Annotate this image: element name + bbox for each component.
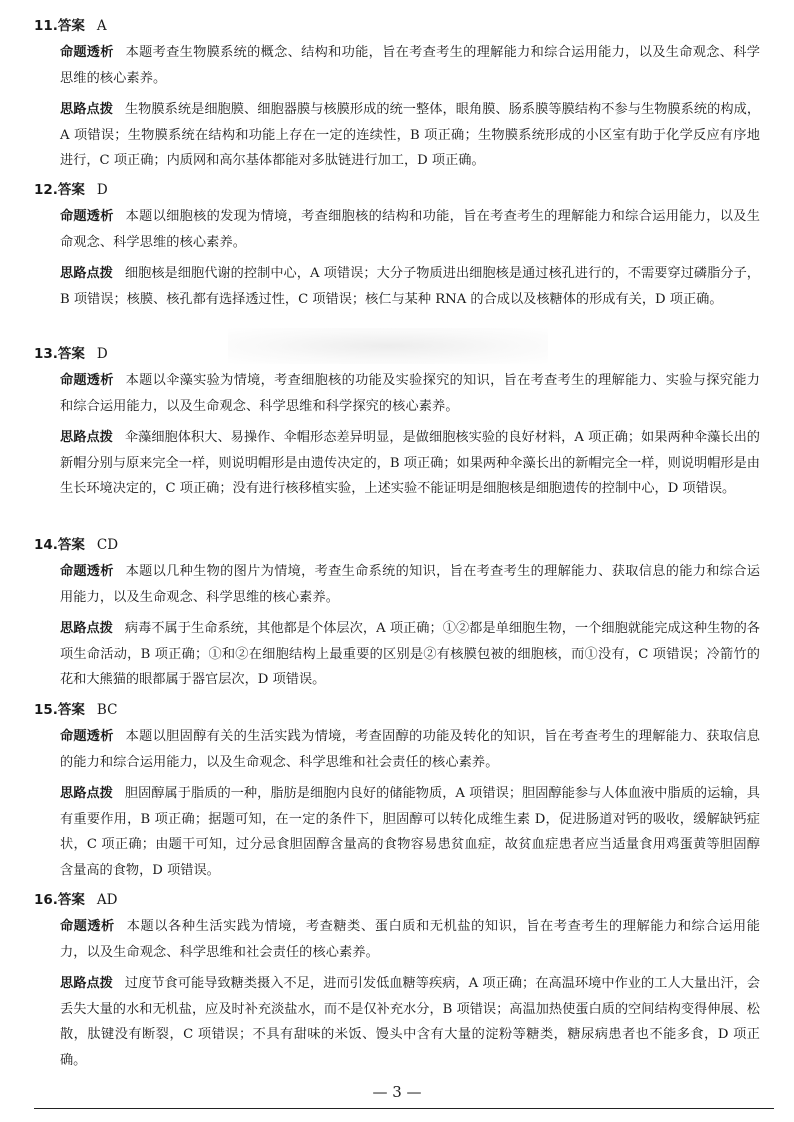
hint-text: 胆固醇属于脂质的一种，脂肪是细胞内良好的储能物质，A 项错误；胆固醇能参与人体血液中脂质的运输，具有重要作用，B 项正确；据题可知，在一定的条件下，胆固醇可以转化成维生素 D，促进肠道对钙的吸收，缓解缺钙症状，C 项正确；由题干可知，过分忌食胆固醇含量高的食物容易患贫血症，故贫血症患者应当适量食用鸡蛋黄等胆固醇含量高的食物，D 项错误。 — [60, 786, 760, 878]
hint-paragraph — [60, 97, 760, 174]
intent-text: 本题以各种生活实践为情境，考查糖类、蛋白质和无机盐的知识，旨在考查考生的理解能力和综合运用能力，以及生命观念、科学思维和社会责任的核心素养。 — [60, 919, 760, 960]
intent-paragraph — [60, 724, 760, 775]
question-15 — [34, 700, 774, 884]
hint-text: 过度节食可能导致糖类摄入不足，进而引发低血糖等疾病，A 项正确；在高温环境中作业的工人大量出汗，会丢失大量的水和无机盐，应及时补充淡盐水，而不是仅补充水分，B 项错误；高温加热使蛋白质的空间结构变得伸展、松散，肽键没有断裂，C 项错误；不具有甜味的米饭、馒头中含有大量的淀粉等糖类，糖尿病患者也不能多食，D 项正确。 — [60, 976, 760, 1068]
question-12 — [34, 180, 774, 312]
hint-paragraph — [60, 971, 760, 1073]
question-header — [34, 180, 774, 200]
intent-label: 命题透析 — [60, 919, 115, 934]
intent-paragraph — [60, 368, 760, 419]
question-number: 16. — [34, 892, 58, 908]
question-number: 15. — [34, 702, 58, 718]
intent-text: 本题以伞藻实验为情境，考查细胞核的功能及实验探究的知识，旨在考查考生的理解能力、实验与探究能力和综合运用能力，以及生命观念、科学思维和科学探究的核心素养。 — [60, 373, 760, 414]
answer-label: 答案 — [57, 537, 85, 553]
page-number: — 3 — — [372, 1083, 422, 1101]
hint-paragraph — [60, 616, 760, 693]
intent-text: 本题以胆固醇有关的生活实践为情境，考查固醇的功能及转化的知识，旨在考查考生的理解能力、获取信息的能力和综合运用能力，以及生命观念、科学思维和社会责任的核心素养。 — [60, 729, 760, 770]
hint-paragraph — [60, 261, 760, 312]
answer-value: D — [96, 346, 108, 362]
hint-label: 思路点拨 — [60, 786, 113, 802]
question-number: 13. — [34, 346, 58, 362]
hint-label: 思路点拨 — [60, 266, 113, 282]
question-11 — [34, 16, 774, 174]
hint-text: 细胞核是细胞代谢的控制中心，A 项错误；大分子物质进出细胞核是通过核孔进行的，不需要穿过磷脂分子，B 项错误；核膜、核孔都有选择透过性，C 项错误；核仁与某种 RNA 的合成以及核糖体的形成有关，D 项正确。 — [60, 266, 760, 307]
hint-paragraph — [60, 425, 760, 502]
answer-label: 答案 — [57, 702, 85, 718]
hint-text: 病毒不属于生命系统，其他都是个体层次，A 项正确；①②都是单细胞生物，一个细胞就能完成这种生物的各项生命活动，B 项正确；①和②在细胞结构上最重要的区别是②有核膜包被的细胞核，而①没有，C 项错误；冷箭竹的花和大熊猫的眼都属于器官层次，D 项错误。 — [60, 621, 760, 688]
answer-value: A — [96, 18, 107, 34]
answer-value: AD — [96, 892, 118, 908]
hint-label: 思路点拨 — [60, 976, 113, 992]
question-16 — [34, 890, 774, 1074]
answer-value: D — [96, 182, 108, 198]
intent-label: 命题透析 — [60, 564, 114, 579]
hint-text: 生物膜系统是细胞膜、细胞器膜与核膜形成的统一整体，眼角膜、肠系膜等膜结构不参与生物膜系统的构成，A 项错误；生物膜系统在结构和功能上存在一定的连续性，B 项正确；生物膜系统形成的小区室有助于化学反应有序地进行，C 项正确；内质网和高尔基体都能对多肽链进行加工，D 项正确。 — [60, 102, 761, 169]
question-header — [34, 890, 774, 910]
footer-rule — [34, 1108, 774, 1109]
intent-label: 命题透析 — [60, 209, 114, 224]
question-header — [34, 700, 774, 720]
hint-paragraph — [60, 781, 760, 883]
hint-label: 思路点拨 — [60, 621, 113, 637]
intent-text: 本题以几种生物的图片为情境，考查生命系统的知识，旨在考查考生的理解能力、获取信息的能力和综合运用能力，以及生命观念、科学思维的核心素养。 — [60, 564, 760, 605]
answer-label: 答案 — [57, 346, 85, 362]
hint-label: 思路点拨 — [60, 102, 113, 118]
intent-label: 命题透析 — [60, 45, 114, 60]
question-number: 11. — [34, 18, 58, 34]
intent-text: 本题以细胞核的发现为情境，考查细胞核的结构和功能，旨在考查考生的理解能力和综合运用能力，以及生命观念、科学思维的核心素养。 — [60, 209, 760, 250]
question-header — [34, 16, 774, 36]
answer-label: 答案 — [57, 892, 85, 908]
answer-value: BC — [96, 702, 118, 718]
intent-label: 命题透析 — [60, 373, 114, 388]
question-13 — [34, 344, 774, 502]
question-header — [34, 535, 774, 555]
question-number: 14. — [34, 537, 58, 553]
hint-label: 思路点拨 — [60, 430, 113, 446]
intent-text: 本题考查生物膜系统的概念、结构和功能，旨在考查考生的理解能力和综合运用能力，以及生命观念、科学思维的核心素养。 — [60, 45, 760, 86]
question-header — [34, 344, 774, 364]
answer-value: CD — [96, 537, 119, 553]
intent-paragraph — [60, 204, 760, 255]
answer-label: 答案 — [57, 18, 85, 34]
answer-label: 答案 — [57, 182, 85, 198]
intent-paragraph — [60, 914, 760, 965]
hint-text: 伞藻细胞体积大、易操作、伞帽形态差异明显，是做细胞核实验的良好材料，A 项正确；如果两种伞藻长出的新帽分别与原来完全一样，则说明帽形是由遗传决定的，B 项正确；如果两种伞藻长出的新帽完全一样，则说明帽形是由生长环境决定的，C 项正确；没有进行核移植实验，上述实验不能证明是细胞核是细胞遗传的控制中心，D 项错误。 — [60, 430, 760, 497]
intent-paragraph — [60, 559, 760, 610]
question-14 — [34, 535, 774, 693]
question-number: 12. — [34, 182, 58, 198]
intent-label: 命题透析 — [60, 729, 114, 744]
intent-paragraph — [60, 40, 760, 91]
